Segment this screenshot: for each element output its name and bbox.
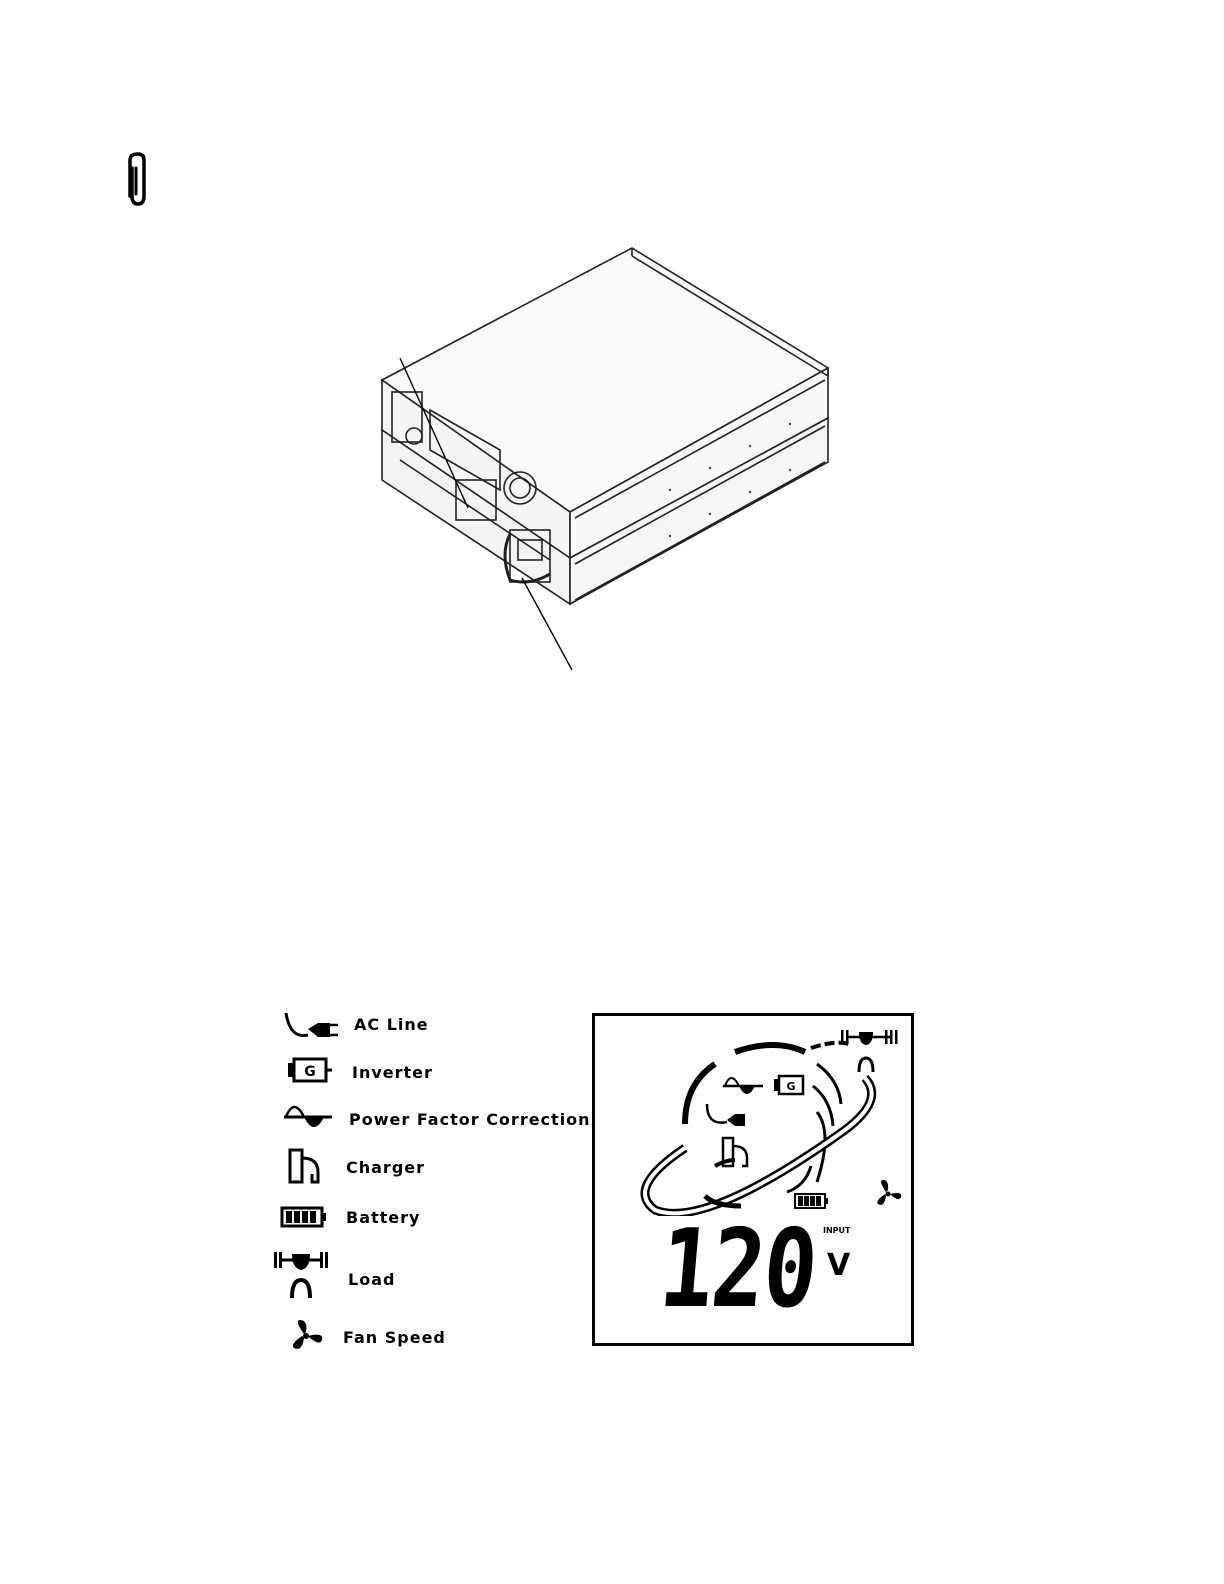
legend-label-battery: Battery: [346, 1208, 421, 1227]
legend-item-inverter: [270, 1053, 590, 1097]
legend-label-inverter: Inverter: [352, 1063, 433, 1082]
svg-text:G: G: [786, 1080, 796, 1093]
load-icon: [270, 1250, 340, 1306]
legend-item-fan-speed: [270, 1318, 590, 1362]
legend-item-battery: [270, 1198, 590, 1242]
battery-icon: [270, 1198, 340, 1242]
lcd-voltage-readout: 120: [655, 1207, 821, 1332]
legend-label-fan-speed: Fan Speed: [343, 1328, 446, 1347]
lcd-unit-label: V: [827, 1248, 851, 1283]
lcd-flow-graphic: [595, 1016, 911, 1216]
plug-icon: [270, 1005, 340, 1049]
legend-item-pfc: [270, 1100, 590, 1144]
fan-icon: [270, 1318, 340, 1362]
ups-unit-illustration: [370, 240, 840, 680]
paperclip-icon: [118, 150, 158, 212]
lcd-mode-label: INPUT: [823, 1226, 851, 1235]
legend-label-charger: Charger: [346, 1158, 426, 1177]
lcd-display: [592, 1013, 914, 1346]
legend-label-load: Load: [348, 1270, 396, 1289]
generator-icon: [270, 1053, 340, 1097]
legend-label-ac-line: AC Line: [354, 1015, 429, 1034]
sine-wave-icon: [270, 1100, 340, 1144]
legend-item-load: [270, 1250, 590, 1306]
legend-item-ac-line: [270, 1005, 590, 1049]
charger-icon: [270, 1148, 340, 1192]
legend-item-charger: [270, 1148, 590, 1192]
legend-label-pfc: Power Factor Correction: [349, 1110, 591, 1129]
svg-text:G: G: [304, 1064, 316, 1080]
